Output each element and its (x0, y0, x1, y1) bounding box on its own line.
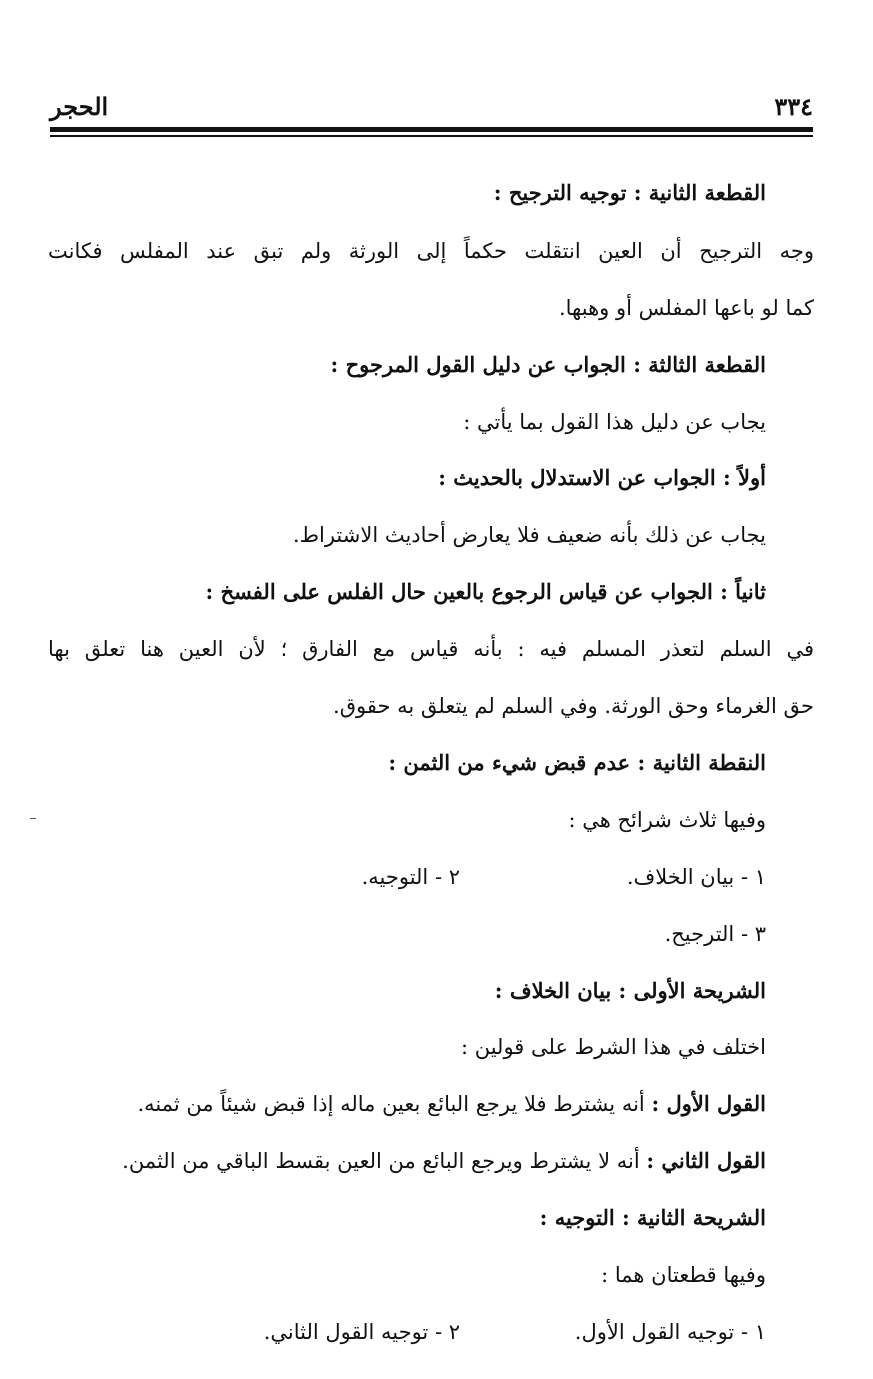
subheading-second-answer: ثانياً : الجواب عن قياس الرجوع بالعين حال الفلس على الفسخ : (205, 579, 766, 604)
subheading-first-answer: أولاً : الجواب عن الاستدلال بالحديث : (438, 465, 766, 490)
paragraph-line: حق الغرماء وحق الورثة. وفي السلم لم يتعلق به حقوق. (333, 694, 814, 718)
paragraph-line: اختلف في هذا الشرط على قولين : (460, 1035, 766, 1059)
running-header (50, 92, 813, 126)
second-opinion-line (122, 1141, 766, 1181)
subheading-second-point: النقطة الثانية : عدم قبض شيء من الثمن : (388, 750, 766, 775)
list-item: ٢ - التوجيه. (361, 865, 460, 889)
list-item: ٢ - توجيه القول الثاني. (263, 1320, 460, 1344)
subheading-preference-rationale: القطعة الثانية : توجيه الترجيح : (493, 180, 766, 205)
first-opinion-text: أنه يشترط فلا يرجع البائع بعين ماله إذا قبض شيئاً من ثمنه. (137, 1092, 645, 1116)
subheading-first-section: الشريحة الأولى : بيان الخلاف : (494, 978, 766, 1003)
second-opinion-text: أنه لا يشترط ويرجع البائع من العين بقسط الباقي من الثمن. (122, 1149, 640, 1173)
margin-mark (30, 818, 36, 819)
chapter-title: الحجر (50, 92, 109, 121)
subheading-answer-weak-view: القطعة الثالثة : الجواب عن دليل القول المرجوح : (330, 352, 766, 377)
first-opinion-line (137, 1084, 766, 1124)
paragraph-line: يجاب عن ذلك بأنه ضعيف فلا يعارض أحاديث الاشتراط. (292, 523, 766, 547)
paragraph-line: يجاب عن دليل هذا القول بما يأتي : (463, 410, 766, 434)
paragraph-line: في السلم لتعذر المسلم فيه : بأنه قياس مع الفارق ؛ لأن العين هنا تعلق بها (48, 637, 814, 661)
subheading-second-section: الشريحة الثانية : التوجيه : (539, 1205, 766, 1230)
list-item: ٣ - الترجيح. (664, 922, 766, 946)
paragraph-line: وفيها قطعتان هما : (601, 1263, 766, 1287)
page-number: ٣٣٤ (774, 92, 813, 121)
paragraph-line: وفيها ثلاث شرائح هي : (568, 808, 766, 832)
first-opinion-label: القول الأول : (651, 1091, 766, 1116)
paragraph-line: كما لو باعها المفلس أو وهبها. (558, 296, 814, 320)
header-rule-thin (50, 135, 813, 137)
list-item: ١ - بيان الخلاف. (626, 865, 766, 889)
list-item: ١ - توجيه القول الأول. (574, 1320, 766, 1344)
second-opinion-label: القول الثاني : (646, 1148, 766, 1173)
header-rule-thick (50, 127, 813, 132)
paragraph-line: وجه الترجيح أن العين انتقلت حكماً إلى الورثة ولم تبق عند المفلس فكانت (48, 239, 814, 263)
